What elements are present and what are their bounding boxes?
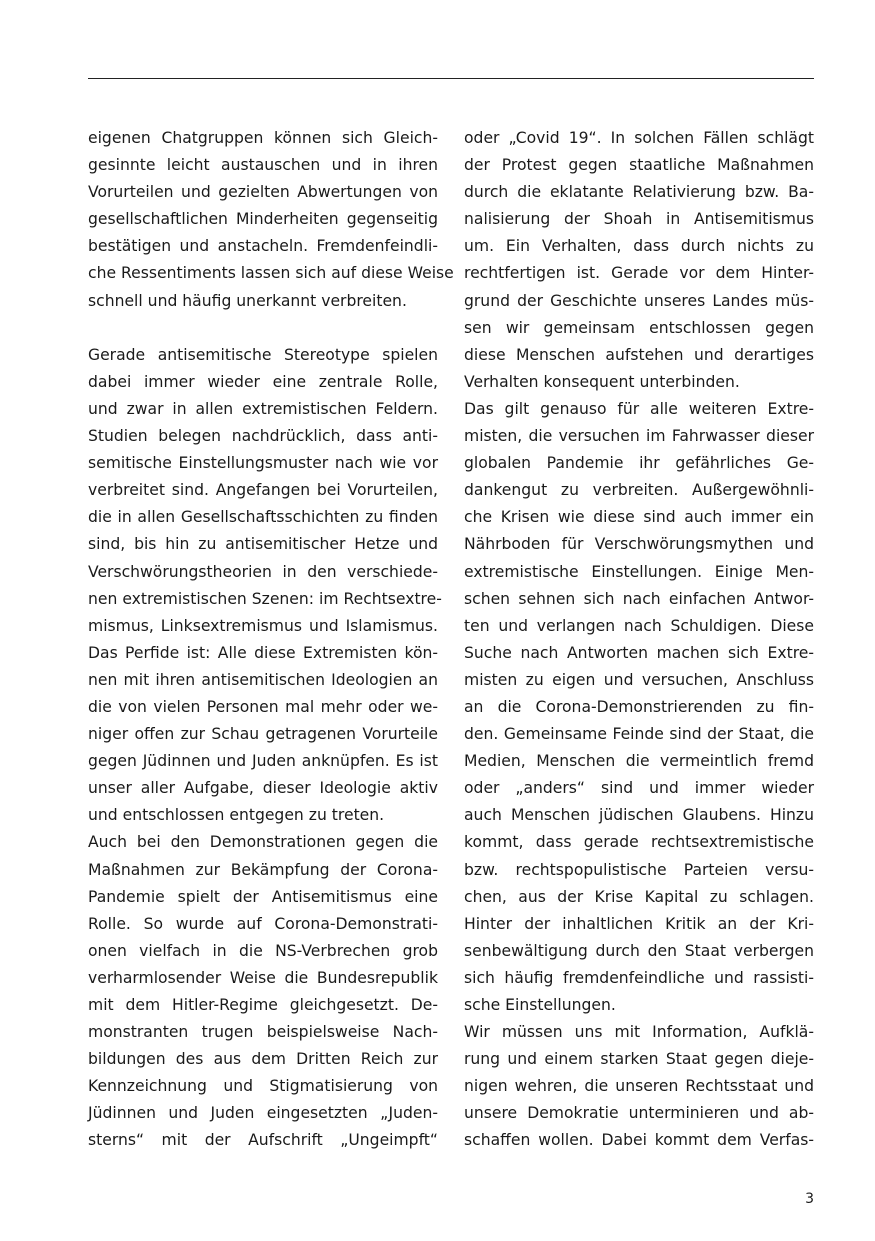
right-column-text-line: an die Corona-Demonstrierenden zu fin- — [464, 697, 814, 716]
left-column-text-line: niger offen zur Schau getragenen Vorurteile — [88, 725, 438, 744]
right-column-text-line: rechtfertigen ist. Gerade vor dem Hinter- — [464, 264, 814, 283]
right-column-text-line: misten, die versuchen im Fahrwasser dieser — [464, 427, 814, 446]
left-column-text-line: nen mit ihren antisemitischen Ideologien an — [88, 670, 438, 689]
left-column-text-line: die in allen Gesellschaftsschichten zu finden — [88, 508, 438, 527]
left-column-text-line: mit dem Hitler-Regime gleichgesetzt. De- — [88, 996, 438, 1014]
right-column-text-line: nalisierung der Shoah in Antisemitismus — [464, 210, 814, 229]
right-column-text-line: Hinter der inhaltlichen Kritik an der Kri- — [464, 914, 814, 933]
right-column-text-line: Das gilt genauso für alle weiteren Extre- — [464, 399, 814, 418]
right-column-text-line: oder „Covid 19“. In solchen Fällen schlägt — [464, 129, 814, 147]
left-column-text-line: die von vielen Personen mal mehr oder we- — [88, 697, 438, 716]
left-text-column — [88, 125, 454, 1155]
right-column-text-line: che Krisen wie diese sind auch immer ein — [464, 508, 814, 527]
left-column-text-line: onen vielfach in die NS-Verbrechen grob — [88, 941, 438, 960]
left-column-text-line: dabei immer wieder eine zentrale Rolle, — [88, 372, 438, 391]
right-column-text-line: Wir müssen uns mit Information, Aufklä- — [464, 1023, 814, 1042]
left-column-text-line: verbreitet sind. Angefangen bei Vorurteilen, — [88, 481, 438, 500]
left-column-text-line: Rolle. So wurde auf Corona-Demonstrati- — [88, 914, 438, 933]
header-rule — [88, 78, 814, 79]
right-column-text-line: Medien, Menschen die vermeintlich fremd — [464, 752, 814, 771]
right-column-text-line: durch die eklatante Relativierung bzw. Ba- — [464, 183, 814, 202]
left-column-text-line: mismus, Linksextremismus und Islamismus. — [88, 616, 438, 635]
left-column-text-line: unser aller Aufgabe, dieser Ideologie aktiv — [88, 779, 438, 798]
left-column-text-line: Studien belegen nachdrücklich, dass anti- — [88, 427, 438, 446]
left-column-text-line: che Ressentiments lassen sich auf diese Weise — [88, 264, 454, 283]
right-column-text-line: Verhalten konsequent unterbinden. — [464, 372, 740, 391]
left-column-text-line: Verschwörungstheorien in den verschiede- — [88, 562, 438, 581]
right-column-text-line: Nährboden für Verschwörungsmythen und — [464, 535, 814, 554]
left-column-text-line: bildungen des aus dem Dritten Reich zur — [88, 1050, 438, 1069]
right-column-text-line: bzw. rechtspopulistische Parteien versu- — [464, 860, 814, 879]
left-column-text-line: bestätigen und anstacheln. Fremdenfeindli- — [88, 237, 438, 256]
right-text-column — [464, 125, 814, 1155]
right-column-text-line: globalen Pandemie ihr gefährliches Ge- — [464, 454, 814, 473]
left-column-text-line: Kennzeichnung und Stigmatisierung von — [88, 1077, 438, 1096]
left-column-text-line: Maßnahmen zur Bekämpfung der Corona- — [88, 860, 438, 879]
left-column-text-line: und zwar in allen extremistischen Feldern. — [88, 399, 438, 418]
left-column-text-line: gesellschaftlichen Minderheiten gegenseitig — [88, 210, 438, 229]
right-column-text-line: kommt, dass gerade rechtsextremistische — [464, 833, 814, 852]
right-column-text-line: misten zu eigen und versuchen, Anschluss — [464, 670, 814, 689]
left-column-text-line: Das Perfide ist: Alle diese Extremisten kön- — [88, 643, 438, 662]
right-column-text-line: diese Menschen aufstehen und derartiges — [464, 345, 814, 364]
right-column-text-line: ten und verlangen nach Schuldigen. Diese — [464, 616, 814, 635]
right-column-text-line: dankengut zu verbreiten. Außergewöhnli- — [464, 481, 814, 500]
left-column-text-line: verharmlosender Weise die Bundesrepublik — [88, 968, 438, 987]
right-column-text-line: sich häufig fremdenfeindliche und rassisti- — [464, 968, 814, 987]
right-column-text-line: nigen wehren, die unseren Rechtsstaat und — [464, 1077, 814, 1096]
paragraph-gap — [88, 315, 438, 342]
right-column-text-line: Suche nach Antworten machen sich Extre- — [464, 643, 814, 662]
left-column-text-line: semitische Einstellungsmuster nach wie vor — [88, 454, 438, 473]
left-column-text-line: sind, bis hin zu antisemitischer Hetze und — [88, 535, 438, 554]
right-column-text-line: sen wir gemeinsam entschlossen gegen — [464, 318, 814, 337]
right-column-text-line: chen, aus der Krise Kapital zu schlagen. — [464, 887, 814, 906]
left-column-text-line: sterns“ mit der Aufschrift „Ungeimpft“ — [88, 1131, 438, 1150]
right-column-text-line: auch Menschen jüdischen Glaubens. Hinzu — [464, 806, 814, 825]
right-column-text-line: senbewältigung durch den Staat verbergen — [464, 941, 814, 960]
right-column-text-line: der Protest gegen staatliche Maßnahmen — [464, 156, 814, 175]
left-column-text-line: und entschlossen entgegen zu treten. — [88, 806, 385, 825]
right-column-text-line: um. Ein Verhalten, dass durch nichts zu — [464, 237, 814, 256]
left-column-text-line: gesinnte leicht austauschen und in ihren — [88, 156, 438, 175]
right-column-text-line: unsere Demokratie unterminieren und ab- — [464, 1104, 814, 1123]
right-column-text-line: schaffen wollen. Dabei kommt dem Verfas- — [464, 1131, 814, 1150]
right-column-text-line: rung und einem starken Staat gegen dieje- — [464, 1050, 814, 1069]
left-column-text-line: gegen Jüdinnen und Juden anknüpfen. Es ist — [88, 752, 438, 771]
right-column-text-line: extremistische Einstellungen. Einige Men- — [464, 562, 814, 581]
right-column-text-line: sche Einstellungen. — [464, 996, 616, 1014]
left-column-text-line: Auch bei den Demonstrationen gegen die — [88, 833, 438, 852]
left-column-text-line: Pandemie spielt der Antisemitismus eine — [88, 887, 438, 906]
right-column-text-line: grund der Geschichte unseres Landes müs- — [464, 291, 814, 310]
left-column-text-line: Jüdinnen und Juden eingesetzten „Juden- — [88, 1104, 438, 1123]
left-column-text-line: Gerade antisemitische Stereotype spielen — [88, 345, 438, 364]
left-column-text-line: eigenen Chatgruppen können sich Gleich- — [88, 129, 438, 147]
page-number: 3 — [805, 1191, 814, 1207]
left-column-text-line: schnell und häufig unerkannt verbreiten. — [88, 291, 407, 310]
left-column-text-line: nen extremistischen Szenen: im Rechtsextre- — [88, 589, 442, 608]
right-column-text-line: den. Gemeinsame Feinde sind der Staat, die — [464, 725, 814, 744]
left-column-text-line: Vorurteilen und gezielten Abwertungen von — [88, 183, 438, 202]
left-column-text-line: monstranten trugen beispielsweise Nach- — [88, 1023, 438, 1042]
right-column-text-line: oder „anders“ sind und immer wieder — [464, 779, 814, 798]
right-column-text-line: schen sehnen sich nach einfachen Antwor- — [464, 589, 814, 608]
